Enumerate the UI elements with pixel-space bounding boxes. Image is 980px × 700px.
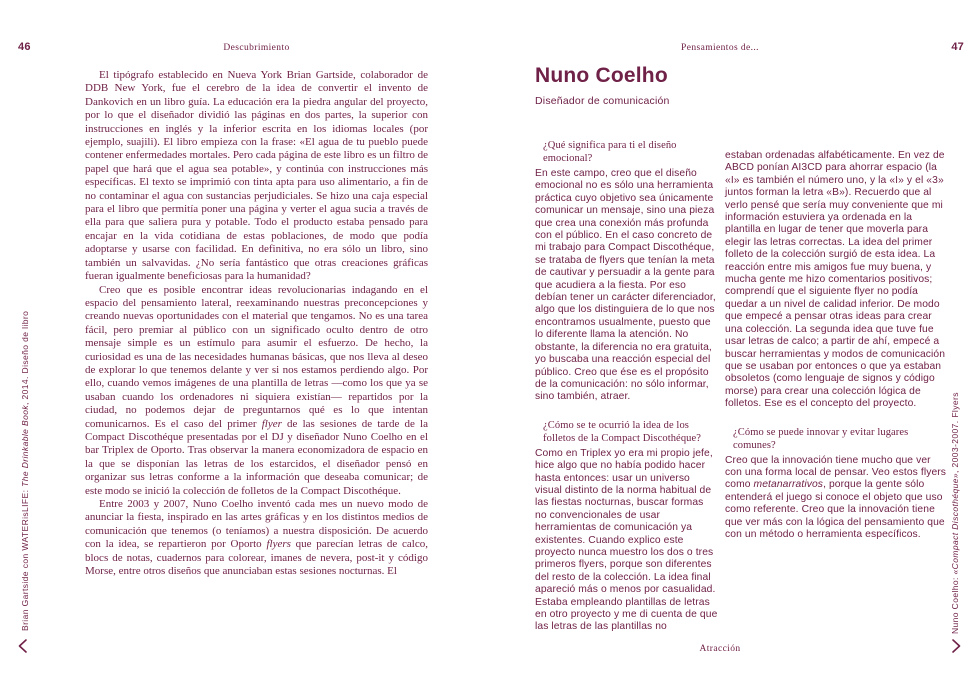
page-title: Nuno Coelho: [535, 64, 668, 87]
interview-column-2: [725, 150, 947, 541]
interview-question: ¿Cómo se puede innovar y evitar lugares comunes?: [733, 426, 909, 451]
section-footer-label: Atracción: [699, 644, 741, 654]
interview-answer: estaban ordenadas alfabéticamente. En vez de ABCD ponían AI3CD para ahorrar espacio (la «I» es también el número uno, y la «I» y el «3» juntos forman la letra «B»). Recuerdo que al verlo pensé que sería muy conveniente que mi información estuviera ya ordenada en la plantilla en lugar de tener que moverla para elegir las letras correctas. La idea del primer folleto de la colección surgió de esta idea. La reacción entre mis amigos fue muy buena, y mucha gente me hizo comentarios positivos; comprendí que el siguiente flyer no podía quedar a un nivel de calidad inferior. De modo que empecé a pensar otras ideas para crear una colección. La segunda idea que tuve fue usar letras de calco; a partir de ahí, empecé a buscar herramientas y modos de comunicación que se usaban por entonces o que ya estaban obsoletos (como lenguaje de signos y código morse) para crear una colección lógica de folletos. Ese es el concepto del proyecto.: [725, 150, 946, 410]
running-head-left: Descubrimiento: [223, 43, 290, 53]
interview-answer: En este campo, creo que el diseño emocional no es sólo una herramienta práctica cuyo objetivo sea únicamente comunicar un mensaje, sino una pieza que crea una conexión más profunda con el público. En el caso concreto de mi trabajo para Compact Discothéque, se trataba de flyers que tenían la meta de cautivar y persuadir a la gente para que acudiera a la fiesta. Por eso debían tener un carácter diferenciador, algo que los distinguiera de lo que nos encontramos usualmente, puesto que lo diferente llama la atención. No obstante, la diferencia no era gratuita, yo buscaba una reacción especial del público. Creo que ése es el propósito de la comunicación: no sólo informar, sino también, atraer.: [535, 168, 716, 403]
interviewee-header: [535, 64, 670, 107]
page-number-right: 47: [951, 41, 964, 53]
body-paragraph: El tipógrafo establecido en Nueva York Brian Gartside, colaborador de DDB New York, fue el cerebro de la idea de convertir el invento de Dankovich en un libro guía. La educación era la piedra angular del proyecto, por lo que el diseñador dividió las páginas en dos partes, la superior con instrucciones en inglés y la inferior escrita en los idiomas locales (por ejemplo, suajili). El libro empieza con la frase: «El agua de tu pueblo puede contener enfermedades mortales. Pero cada página de este libro es un filtro de papel que hará que el agua sea potable», y continúa con instrucciones más específicas. El texto se imprimió con tinta apta para uso alimentario, a fin de no contaminar el agua con sustancias perjudiciales. Se hizo una caja especial para el libro que permitía poner una página y verter el agua sucia a través de ella para que saliera pura y potable. Todo el producto estaba pensado para encajar en la vida cotidiana de estas poblaciones, de modo que podía adoptarse y usarse con facilidad. En definitiva, no era sólo un libro, sino también un salvavidas. ¿No sería fantástico que otras creaciones gráficas fueran igualmente beneficiosas para la humanidad?: [85, 69, 428, 283]
chevron-right-icon[interactable]: [952, 639, 961, 653]
body-paragraph: Entre 2003 y 2007, Nuno Coelho inventó cada mes un nuevo modo de anunciar la fiesta, inspirado en las artes gráficas y en los distintos medios de comunicación que tenemos (o teníamos) a nuestra disposición. De acuerdo con la idea, se repartieron por Oporto flyers que parecían letras de calco, blocs de notas, cuadernos para colorear, imanes de nevera, post-it y código Morse, entre otros diseños que anunciaban estas sesiones nocturnas. El: [85, 498, 428, 578]
interview-column-1: [535, 139, 718, 634]
body-text-left: [85, 69, 428, 578]
interview-answer: Creo que la innovación tiene mucho que ver con una forma local de pensar. Veo estos flyers como metanarrativos, porque la gente sólo entenderá el juego si conoce el objeto que uso como referente. Creo que la innovación tiene que ver más con la lógica del pensamiento que con un método o herramienta específicos.: [725, 454, 947, 540]
running-head-right: Pensamientos de...: [681, 43, 759, 53]
margin-caption-right: Nuno Coelho: «Compact Discothéque», 2003-2007. Flyers: [950, 392, 960, 634]
page-subtitle: Diseñador de comunicación: [535, 95, 670, 107]
interview-question: ¿Cómo se te ocurrió la idea de los folletos de la Compact Discothéque?: [543, 419, 702, 444]
interview-answer: Como en Triplex yo era mi propio jefe, hice algo que no había podido hacer hasta entonces: usar un universo visual distinto de la norma habitual de las fiestas nocturnas, buscar formas no convencionales de usar herramientas de comunicación ya existentes. Cuando explico este proyecto nunca muestro los dos o tres primeros flyers, porque son diferentes del resto de la colección. La idea final apareció más o menos por casualidad. Estaba empleando plantillas de letras en otro proyecto y me di cuenta de que las letras de las plantillas no: [535, 447, 718, 633]
interview-question: ¿Qué significa para ti el diseño emocional?: [543, 140, 677, 164]
margin-caption-left: Brian Gartside con WATERisLIFE: The Drinkable Book, 2014. Diseño de libro: [20, 310, 30, 631]
chevron-left-icon[interactable]: [18, 639, 27, 653]
page-number-left: 46: [18, 41, 31, 53]
body-paragraph: Creo que es posible encontrar ideas revolucionarias indagando en el espacio del pensamiento lateral, reexaminando nuestras preconcepciones y creando nuevas oportunidades con el material que tengamos. No es una tarea fácil, pero premiar al público con un significado oculto dentro de otro mensaje simple es un estímulo para asumir el esfuerzo. De hecho, la curiosidad es una de las necesidades humanas básicas, que nos lleva al deseo de explorar lo que tenemos delante y ver si nos estamos perdiendo algo. Por ello, cuando vemos imágenes de una plantilla de letras —como los que ya se usaban cuando los ordenadores ni siquiera existían— repartidos por la ciudad, no podemos dejar de preguntarnos qué es lo que intentan comunicarnos. Es el caso del primer flyer de las sesiones de tarde de la Compact Discothéque presentadas por el DJ y diseñador Nuno Coelho en el bar Triplex de Oporto. Tras observar la manera economizadora de espacio en la que se disponían las letras de los estarcidos, el diseñador pensó en organizar sus letras conforme a la información que deseaba comunicar; de este modo se inició la colección de folletos de la Compact Discothéque.: [85, 283, 428, 497]
